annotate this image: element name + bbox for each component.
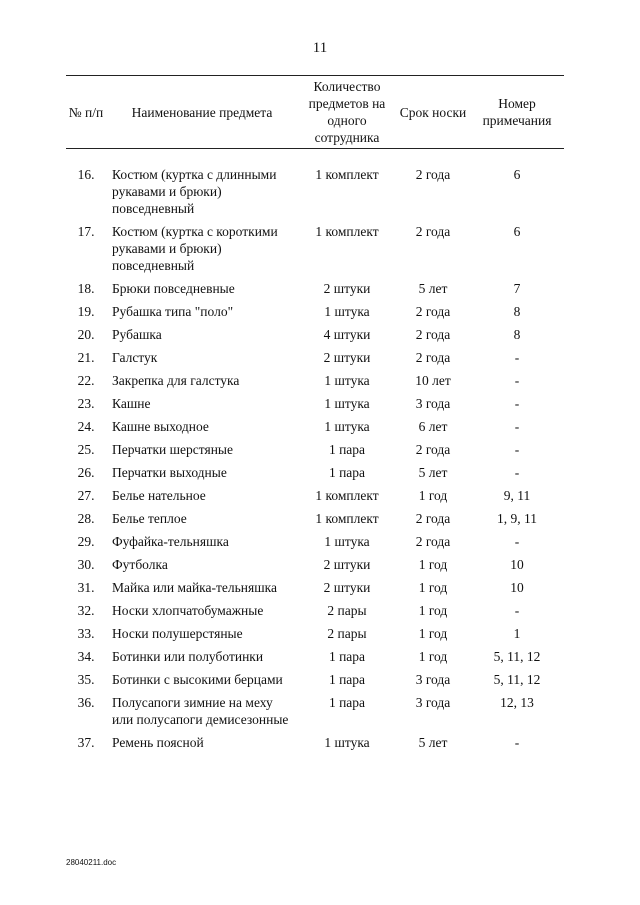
- table-row: [66, 530, 564, 553]
- page-number: 11: [312, 40, 328, 56]
- row-number: 20.: [77, 327, 95, 342]
- row-number: 30.: [77, 557, 95, 572]
- table-row: [66, 461, 564, 484]
- item-quantity: 1 комплект: [315, 167, 379, 182]
- table-row: [66, 668, 564, 691]
- item-quantity: 2 штуки: [323, 281, 371, 296]
- header-quantity: Количество предметов на одного сотрудника: [298, 76, 396, 149]
- item-note-number: -: [514, 603, 520, 618]
- row-number: 27.: [77, 488, 95, 503]
- item-note-number: -: [514, 396, 520, 411]
- header-note-number: Номер примечания: [470, 76, 564, 149]
- item-wear-term: 3 года: [415, 396, 451, 411]
- items-table: [66, 75, 564, 754]
- item-wear-term: 2 года: [415, 534, 451, 549]
- row-number: 32.: [77, 603, 95, 618]
- item-wear-term: 3 года: [415, 695, 451, 710]
- table-row: [66, 553, 564, 576]
- item-wear-term: 2 года: [415, 511, 451, 526]
- item-wear-term: 3 года: [415, 672, 451, 687]
- item-name: Галстук: [112, 350, 158, 365]
- row-number: 34.: [77, 649, 95, 664]
- item-quantity: 1 штука: [324, 396, 370, 411]
- item-quantity: 1 пара: [328, 465, 366, 480]
- item-wear-term: 5 лет: [418, 281, 448, 296]
- item-note-number: -: [514, 350, 520, 365]
- item-note-number: -: [514, 534, 520, 549]
- header-number: № п/п: [66, 76, 106, 149]
- item-quantity: 1 штука: [324, 304, 370, 319]
- item-wear-term: 2 года: [415, 304, 451, 319]
- table-row: [66, 220, 564, 277]
- row-number: 29.: [77, 534, 95, 549]
- item-note-number: -: [514, 373, 520, 388]
- header-wear-term: Срок носки: [396, 76, 470, 149]
- item-wear-term: 1 год: [418, 557, 448, 572]
- header-item-name: Наименование предмета: [106, 76, 298, 149]
- item-name: Костюм (куртка с длинными рукавами и брюки) повседневный: [112, 167, 277, 216]
- item-wear-term: 5 лет: [418, 735, 448, 750]
- item-name: Майка или майка-тельняшка: [112, 580, 277, 595]
- item-note-number: -: [514, 442, 520, 457]
- item-name: Закрепка для галстука: [112, 373, 240, 388]
- item-name: Рубашка типа "поло": [112, 304, 234, 319]
- item-wear-term: 2 года: [415, 350, 451, 365]
- item-note-number: 8: [513, 327, 521, 342]
- row-number: 24.: [77, 419, 95, 434]
- table-row: [66, 300, 564, 323]
- item-quantity: 4 штуки: [323, 327, 371, 342]
- item-wear-term: 1 год: [418, 626, 448, 641]
- table-row: [66, 392, 564, 415]
- item-note-number: -: [514, 465, 520, 480]
- item-wear-term: 5 лет: [418, 465, 448, 480]
- table-body: [66, 149, 564, 755]
- item-wear-term: 6 лет: [418, 419, 448, 434]
- item-note-number: 6: [513, 224, 521, 239]
- table-row: [66, 691, 564, 731]
- table-row: [66, 277, 564, 300]
- item-quantity: 2 штуки: [323, 350, 371, 365]
- item-note-number: 6: [513, 167, 521, 182]
- item-quantity: 1 пара: [328, 649, 366, 664]
- item-note-number: 5, 11, 12: [493, 672, 541, 687]
- row-number: 17.: [77, 224, 95, 239]
- table-row: [66, 163, 564, 220]
- item-note-number: 8: [513, 304, 521, 319]
- table-row: [66, 731, 564, 754]
- item-wear-term: 2 года: [415, 167, 451, 182]
- row-number: 37.: [77, 735, 95, 750]
- item-wear-term: 1 год: [418, 649, 448, 664]
- row-number: 35.: [77, 672, 95, 687]
- item-name: Белье нательное: [112, 488, 206, 503]
- row-number: 19.: [77, 304, 95, 319]
- row-number: 25.: [77, 442, 95, 457]
- table-header: [66, 76, 564, 149]
- item-note-number: 1, 9, 11: [497, 511, 537, 526]
- item-note-number: 1: [513, 626, 521, 641]
- item-quantity: 1 штука: [324, 735, 370, 750]
- item-quantity: 1 штука: [324, 419, 370, 434]
- item-name: Носки хлопчатобумажные: [112, 603, 264, 618]
- item-wear-term: 2 года: [415, 224, 451, 239]
- row-number: 28.: [77, 511, 95, 526]
- item-note-number: 10: [510, 557, 524, 572]
- row-number: 31.: [77, 580, 95, 595]
- items-table-container: [66, 75, 564, 754]
- item-wear-term: 1 год: [418, 603, 448, 618]
- item-name: Фуфайка-тельняшка: [112, 534, 229, 549]
- item-note-number: 5, 11, 12: [493, 649, 541, 664]
- table-row: [66, 415, 564, 438]
- item-name: Кашне: [112, 396, 151, 411]
- item-quantity: 1 пара: [328, 695, 366, 710]
- header-row: [66, 76, 564, 149]
- item-note-number: -: [514, 735, 520, 750]
- item-note-number: 9, 11: [503, 488, 531, 503]
- item-note-number: 10: [510, 580, 524, 595]
- header-gap: [66, 149, 564, 164]
- item-name: Ботинки с высокими берцами: [112, 672, 283, 687]
- item-name: Брюки повседневные: [112, 281, 235, 296]
- row-number: 18.: [77, 281, 95, 296]
- file-name-footer: 28040211.doc: [66, 858, 117, 867]
- item-wear-term: 2 года: [415, 442, 451, 457]
- item-wear-term: 2 года: [415, 327, 451, 342]
- row-number: 33.: [77, 626, 95, 641]
- item-name: Перчатки выходные: [112, 465, 227, 480]
- table-row: [66, 323, 564, 346]
- item-quantity: 1 штука: [324, 534, 370, 549]
- table-row: [66, 576, 564, 599]
- table-row: [66, 599, 564, 622]
- row-number: 21.: [77, 350, 95, 365]
- item-note-number: 12, 13: [500, 695, 534, 710]
- table-row: [66, 622, 564, 645]
- item-quantity: 1 комплект: [315, 224, 379, 239]
- item-quantity: 1 комплект: [315, 488, 379, 503]
- item-note-number: -: [514, 419, 520, 434]
- item-name: Носки полушерстяные: [112, 626, 243, 641]
- item-name: Полусапоги зимние на меху или полусапоги демисезонные: [112, 695, 289, 727]
- item-name: Ремень поясной: [112, 735, 204, 750]
- row-number: 16.: [77, 167, 95, 182]
- item-quantity: 1 штука: [324, 373, 370, 388]
- row-number: 23.: [77, 396, 95, 411]
- table-row: [66, 484, 564, 507]
- table-row: [66, 438, 564, 461]
- item-note-number: 7: [513, 281, 521, 296]
- item-name: Кашне выходное: [112, 419, 209, 434]
- item-quantity: 1 пара: [328, 442, 366, 457]
- item-name: Перчатки шерстяные: [112, 442, 233, 457]
- item-wear-term: 10 лет: [415, 373, 451, 388]
- item-name: Футболка: [112, 557, 168, 572]
- row-number: 22.: [77, 373, 95, 388]
- item-name: Рубашка: [112, 327, 162, 342]
- item-wear-term: 1 год: [418, 488, 448, 503]
- table-row: [66, 369, 564, 392]
- item-wear-term: 1 год: [418, 580, 448, 595]
- item-quantity: 1 пара: [328, 672, 366, 687]
- row-number: 36.: [77, 695, 95, 710]
- table-row: [66, 645, 564, 668]
- table-row: [66, 346, 564, 369]
- item-name: Белье теплое: [112, 511, 187, 526]
- table-row: [66, 507, 564, 530]
- item-quantity: 2 штуки: [323, 557, 371, 572]
- item-quantity: 2 пары: [327, 603, 367, 618]
- item-quantity: 1 комплект: [315, 511, 379, 526]
- item-quantity: 2 штуки: [323, 580, 371, 595]
- row-number: 26.: [77, 465, 95, 480]
- item-name: Костюм (куртка с короткими рукавами и брюки) повседневный: [112, 224, 278, 273]
- item-name: Ботинки или полуботинки: [112, 649, 264, 664]
- item-quantity: 2 пары: [327, 626, 367, 641]
